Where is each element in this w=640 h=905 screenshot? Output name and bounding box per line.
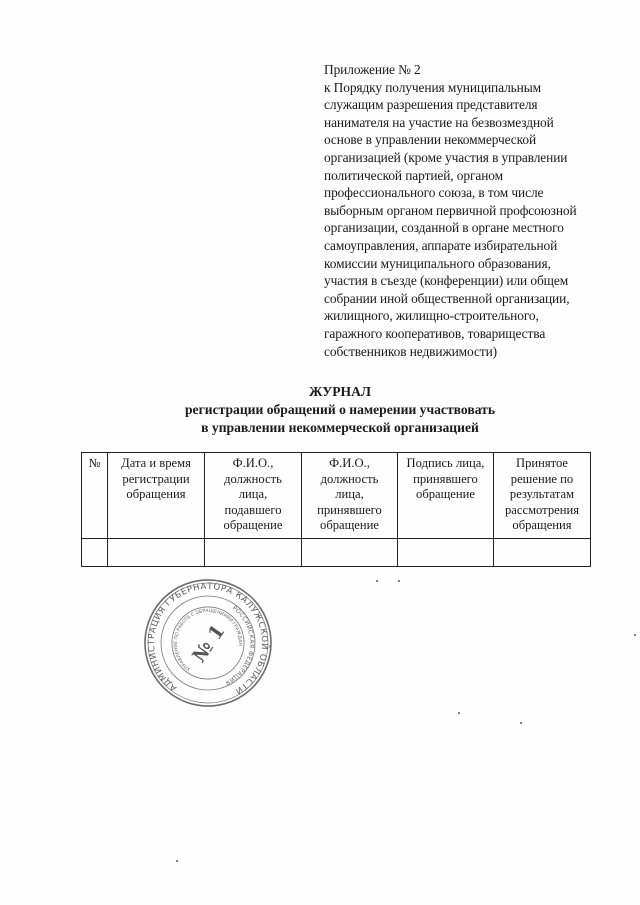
journal-subtitle-line: в управлении некоммерческой организацией: [201, 420, 479, 435]
table-cell: [205, 539, 302, 567]
header-cell-date: Дата и время регистрации обращения: [108, 453, 205, 539]
appendix-line: основе в управлении некоммерческой: [324, 132, 537, 148]
appendix-line: собрании иной общественной организации,: [324, 290, 570, 306]
seal-outer-text: АДМИНИСТРАЦИЯ ГУБЕРНАТОРА КАЛУЖСКОЙ ОБЛАСТИ: [146, 581, 270, 697]
header-cell-submitter: Ф.И.О., должность лица, подавшего обращение: [205, 453, 302, 539]
journal-table: [81, 452, 591, 567]
header-cell-signature: Подпись лица, принявшего обращение: [398, 453, 494, 539]
scan-speck: [176, 860, 178, 862]
appendix-line: жилищного, жилищно-строительного,: [324, 308, 539, 324]
scan-speck: [634, 634, 636, 636]
table-row: [82, 539, 591, 567]
appendix-line: нанимателя на участие на безвозмездной: [324, 114, 554, 130]
official-seal-stamp: [143, 578, 273, 708]
appendix-line: организации, созданной в органе местного: [324, 220, 564, 236]
journal-title-block: [0, 383, 640, 437]
seal-middle-text: РОССИЙСКАЯ ФЕДЕРАЦИЯ: [223, 604, 256, 687]
appendix-line: выборным органом первичной профсоюзной: [324, 202, 577, 218]
scan-speck: [398, 580, 400, 582]
table-header-row: [82, 453, 591, 539]
appendix-line: собственников недвижимости): [324, 343, 497, 359]
seal-center-number: № 1: [188, 620, 230, 667]
appendix-line: к Порядку получения муниципальным: [324, 79, 542, 95]
seal-graphic: [143, 578, 273, 708]
header-cell-receiver: Ф.И.О., должность лица, принявшего обращение: [302, 453, 398, 539]
appendix-line: самоуправления, аппарате избирательной: [324, 237, 558, 253]
table-cell: [108, 539, 205, 567]
scan-speck: [520, 722, 522, 724]
journal-title: ЖУРНАЛ: [308, 384, 372, 399]
scan-speck: [376, 580, 378, 582]
table-cell: [302, 539, 398, 567]
appendix-line: организацией (кроме участия в управлении: [324, 149, 568, 165]
appendix-line: комиссии муниципального образования,: [324, 255, 551, 271]
seal-inner-text: УПРАВЛЕНИЕ ПО РАБОТЕ С ОБРАЩЕНИЯМИ ГРАЖДАН: [173, 608, 243, 671]
appendix-line: гаражного кооперативов, товарищества: [324, 325, 546, 341]
table-cell: [494, 539, 591, 567]
scan-speck: [458, 712, 460, 714]
table-cell: [82, 539, 108, 567]
appendix-header: [324, 61, 614, 360]
header-cell-decision: Принятое решение по результатам рассмотрения обращения: [494, 453, 591, 539]
appendix-line: политической партией, органом: [324, 167, 503, 183]
header-cell-number: №: [82, 453, 108, 539]
journal-subtitle-line: регистрации обращений о намерении участвовать: [184, 402, 496, 417]
appendix-line: профессионального союза, в том числе: [324, 185, 544, 201]
appendix-line: участия в съезде (конференции) или общем: [324, 273, 569, 289]
appendix-number: Приложение № 2: [324, 62, 421, 77]
table-cell: [398, 539, 494, 567]
appendix-line: служащим разрешения представителя: [324, 97, 538, 113]
seal-rotated-group: [143, 578, 273, 708]
